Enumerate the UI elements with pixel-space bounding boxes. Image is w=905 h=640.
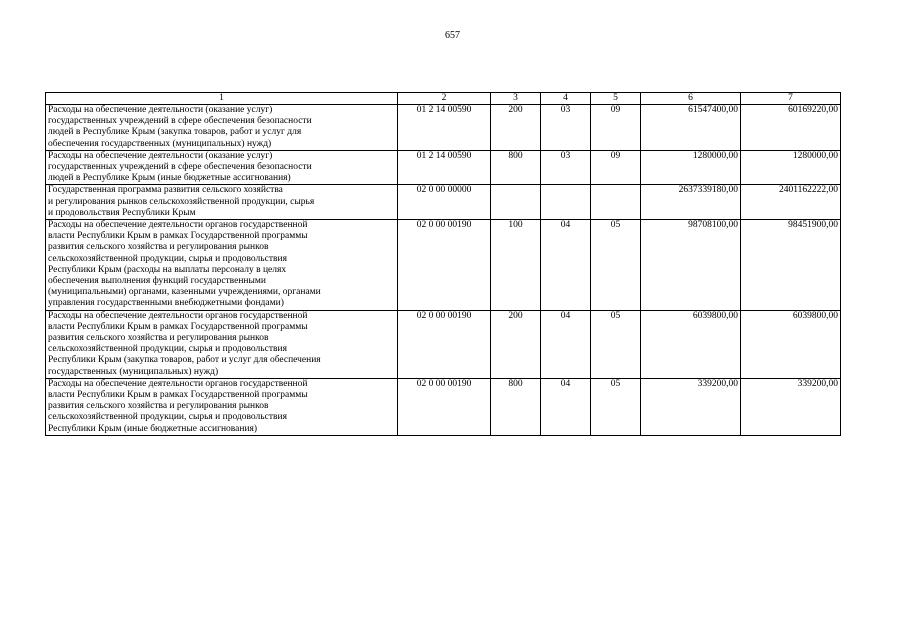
amount-cell: 339200,00 <box>741 378 841 435</box>
table-row <box>46 378 841 435</box>
section-cell: 03 <box>541 150 591 185</box>
amount-cell: 1280000,00 <box>741 150 841 185</box>
column-header: 3 <box>491 93 541 105</box>
expense-name-cell: Государственная программа развития сельского хозяйства и регулирования рынков сельскохозяйственной продукции, сырья и продовольствия Республики Крым <box>46 185 398 220</box>
subsection-cell: 09 <box>591 105 641 151</box>
table-row <box>46 220 841 311</box>
target-article-cell: 02 0 00 00190 <box>398 378 491 435</box>
column-header: 2 <box>398 93 491 105</box>
amount-cell: 6039800,00 <box>741 310 841 378</box>
expense-name-cell: Расходы на обеспечение деятельности органов государственной власти Республики Крым в рамках Государственной программы развития сельского хозяйства и регулирования рынков сельскохозяйственной продукции, сырья и продовольствия Республики Крым (расходы на выплаты персоналу в целях обеспечения выполнения функций государственными (муниципальными) органами, казенными учреждениями, органами управления государственными внебюджетными фондами) <box>46 220 398 311</box>
subsection-cell: 09 <box>591 150 641 185</box>
amount-cell: 6039800,00 <box>641 310 741 378</box>
target-article-cell: 02 0 00 00190 <box>398 310 491 378</box>
amount-cell: 98451900,00 <box>741 220 841 311</box>
section-cell <box>541 185 591 220</box>
subsection-cell: 05 <box>591 220 641 311</box>
amount-cell: 339200,00 <box>641 378 741 435</box>
subsection-cell: 05 <box>591 310 641 378</box>
amount-cell: 61547400,00 <box>641 105 741 151</box>
target-article-cell: 02 0 00 00000 <box>398 185 491 220</box>
expense-name-cell: Расходы на обеспечение деятельности органов государственной власти Республики Крым в рамках Государственной программы развития сельского хозяйства и регулирования рынков сельскохозяйственной продукции, сырья и продовольствия Республики Крым (иные бюджетные ассигнования) <box>46 378 398 435</box>
column-header: 5 <box>591 93 641 105</box>
column-header: 1 <box>46 93 398 105</box>
expense-name-cell: Расходы на обеспечение деятельности (оказание услуг) государственных учреждений в сфере обеспечения безопасности людей в Республике Крым (закупка товаров, работ и услуг для обеспечения государственных (муниципальных) нужд) <box>46 105 398 151</box>
section-cell: 04 <box>541 220 591 311</box>
expense-type-cell <box>491 185 541 220</box>
expense-type-cell: 800 <box>491 378 541 435</box>
section-cell: 04 <box>541 378 591 435</box>
amount-cell: 2637339180,00 <box>641 185 741 220</box>
table-row <box>46 150 841 185</box>
target-article-cell: 01 2 14 00590 <box>398 150 491 185</box>
amount-cell: 1280000,00 <box>641 150 741 185</box>
table-row <box>46 105 841 151</box>
subsection-cell <box>591 185 641 220</box>
expense-type-cell: 800 <box>491 150 541 185</box>
target-article-cell: 02 0 00 00190 <box>398 220 491 311</box>
section-cell: 04 <box>541 310 591 378</box>
section-cell: 03 <box>541 105 591 151</box>
expense-name-cell: Расходы на обеспечение деятельности (оказание услуг) государственных учреждений в сфере обеспечения безопасности людей в Республике Крым (иные бюджетные ассигнования) <box>46 150 398 185</box>
amount-cell: 60169220,00 <box>741 105 841 151</box>
table-row <box>46 310 841 378</box>
column-header: 4 <box>541 93 591 105</box>
column-header: 6 <box>641 93 741 105</box>
subsection-cell: 05 <box>591 378 641 435</box>
amount-cell: 98708100,00 <box>641 220 741 311</box>
column-header-row <box>46 93 841 105</box>
page-number: 657 <box>445 30 460 41</box>
expense-type-cell: 200 <box>491 105 541 151</box>
target-article-cell: 01 2 14 00590 <box>398 105 491 151</box>
expense-type-cell: 100 <box>491 220 541 311</box>
table-row <box>46 185 841 220</box>
column-header: 7 <box>741 93 841 105</box>
budget-table <box>45 92 841 436</box>
expense-type-cell: 200 <box>491 310 541 378</box>
amount-cell: 2401162222,00 <box>741 185 841 220</box>
expense-name-cell: Расходы на обеспечение деятельности органов государственной власти Республики Крым в рамках Государственной программы развития сельского хозяйства и регулирования рынков сельскохозяйственной продукции, сырья и продовольствия Республики Крым (закупка товаров, работ и услуг для обеспечения государственных (муниципальных) нужд) <box>46 310 398 378</box>
